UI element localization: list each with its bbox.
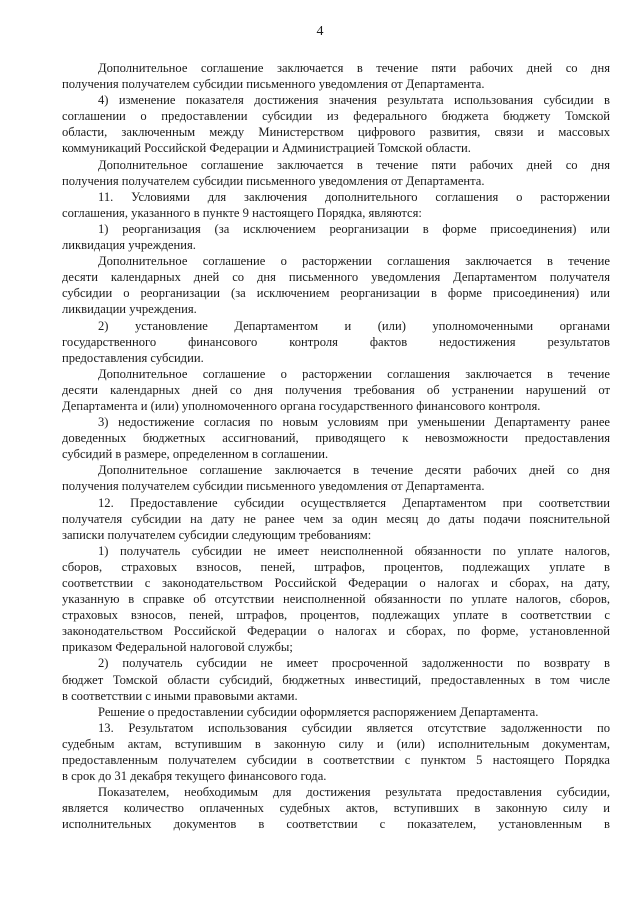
text-line: соглашения, указанного в пункте 9 настоящего Порядка, являются: — [62, 205, 422, 220]
text-line: субсидии о реорганизации (за исключением реорганизации в форме присоединения) или — [62, 286, 610, 301]
text-line: Дополнительное соглашение заключается в течение пяти рабочих дней со дня — [98, 157, 610, 172]
text-line: Показателем, необходимым для достижения результата предоставления субсидии, — [98, 785, 610, 800]
text-line: Решение о предоставлении субсидии оформляется распоряжением Департамента. — [98, 704, 539, 719]
text-line: 11. Условиями для заключения дополнительного соглашения о расторжении — [98, 189, 610, 204]
paragraph — [62, 366, 610, 414]
text-line: Дополнительное соглашение заключается в течение десяти рабочих дней со дня — [98, 463, 610, 478]
text-line: Дополнительное соглашение заключается в течение пяти рабочих дней со дня — [98, 61, 610, 75]
paragraph — [62, 60, 610, 92]
text-line: предоставления субсидии. — [62, 350, 204, 365]
text-line: государственного финансового контроля фактов недостижения результатов — [62, 334, 610, 349]
paragraph — [62, 543, 610, 656]
text-line: приказом Федеральной налоговой службы; — [62, 640, 293, 655]
text-line: страховых взносов, пеней, штрафов, процентов, подлежащих уплате в соответствии с — [62, 608, 610, 623]
paragraph — [62, 704, 610, 720]
text-line: десяти календарных дней со дня письменного уведомления Департаментом получателя — [62, 270, 610, 285]
text-line: Департамента и (или) уполномоченного органа государственного финансового контроля. — [62, 398, 541, 413]
text-line: ликвидации учреждения. — [62, 302, 197, 317]
text-line: 2) получатель субсидии не имеет просроченной задолженности по возврату в — [98, 656, 610, 671]
text-line: бюджет Томской области субсидий, бюджетных инвестиций, предоставленных в том числе — [62, 672, 610, 687]
text-line: 1) получатель субсидии не имеет неисполненной обязанности по уплате налогов, — [98, 543, 610, 558]
text-line: области, заключенным между Министерством цифрового развития, связи и массовых — [62, 125, 610, 140]
text-line: 13. Результатом использования субсидии является отсутствие задолженности по — [98, 720, 610, 735]
paragraph — [62, 655, 610, 703]
text-line: субсидий в размере, определенном в соглашении. — [62, 447, 329, 462]
paragraph — [62, 189, 610, 221]
document-body — [62, 60, 610, 833]
paragraph — [62, 157, 610, 189]
text-line: законодательством Российской Федерации о налогах и сборах, по форме, установленной — [62, 624, 610, 639]
text-line: получения получателем субсидии письменного уведомления от Департамента. — [62, 77, 485, 92]
page-number: 4 — [316, 24, 324, 39]
text-line: сборов, страховых взносов, пеней, штрафов, процентов, подлежащих уплате в — [62, 559, 610, 574]
paragraph — [62, 720, 610, 784]
paragraph — [62, 92, 610, 156]
text-line: Дополнительное соглашение о расторжении соглашения заключается в течение — [98, 366, 610, 381]
text-line: исполнительных документов в соответствии с показателем, установленным в — [62, 817, 610, 832]
text-line: ликвидация учреждения. — [62, 238, 196, 253]
paragraph — [62, 221, 610, 253]
paragraph — [62, 414, 610, 462]
text-line: записки получателем субсидии следующим требованиям: — [62, 527, 372, 542]
text-line: коммуникаций Российской Федерации и Администрацией Томской области. — [62, 141, 471, 156]
text-line: 3) недостижение согласия по новым условиям при уменьшении Департаменту ранее — [98, 415, 610, 430]
paragraph — [62, 784, 610, 832]
text-line: в срок до 31 декабря текущего финансового года. — [62, 769, 327, 784]
text-line: получения получателем субсидии письменного уведомления от Департамента. — [62, 173, 485, 188]
text-line: судебным актам, вступившим в законную силу и (или) исполнительным документам, — [62, 736, 610, 751]
text-line: соответствии с законодательством Российской Федерации о налогах и сборах, на дату, — [62, 576, 610, 590]
text-line: соглашении о предоставлении субсидии из федерального бюджета бюджету Томской — [62, 109, 610, 124]
text-line: указанную в справке об отсутствии неисполненной обязанности по уплате налогов, сборов, — [62, 592, 610, 607]
text-line: предоставленным получателем субсидии в соответствии с пунктом 5 настоящего Порядка — [62, 753, 610, 768]
text-line: Дополнительное соглашение о расторжении соглашения заключается в течение — [98, 254, 610, 269]
text-line: получения получателем субсидии письменного уведомления от Департамента. — [62, 479, 485, 494]
text-line: 12. Предоставление субсидии осуществляется Департаментом при соответствии — [98, 495, 610, 510]
paragraph — [62, 253, 610, 317]
text-line: 2) установление Департаментом и (или) уполномоченными органами — [98, 318, 610, 333]
text-line: доведенных бюджетных ассигнований, приводящего к невозможности предоставления — [62, 431, 610, 446]
text-line: 1) реорганизация (за исключением реорганизации в форме присоединения) или — [98, 221, 610, 236]
paragraph — [62, 462, 610, 494]
text-line: в соответствии с иными правовыми актами. — [62, 688, 298, 703]
text-line: 4) изменение показателя достижения значения результата использования субсидии в — [98, 93, 610, 108]
text-line: получателя субсидии на дату не ранее чем за один месяц до даты подачи пояснительной — [62, 511, 610, 526]
paragraph — [62, 495, 610, 543]
paragraph — [62, 318, 610, 366]
text-line: является количество оплаченных судебных актов, вступивших в законную силу и — [62, 801, 610, 816]
text-line: десяти календарных дней со дня получения требования об устранении нарушений от — [62, 382, 610, 397]
